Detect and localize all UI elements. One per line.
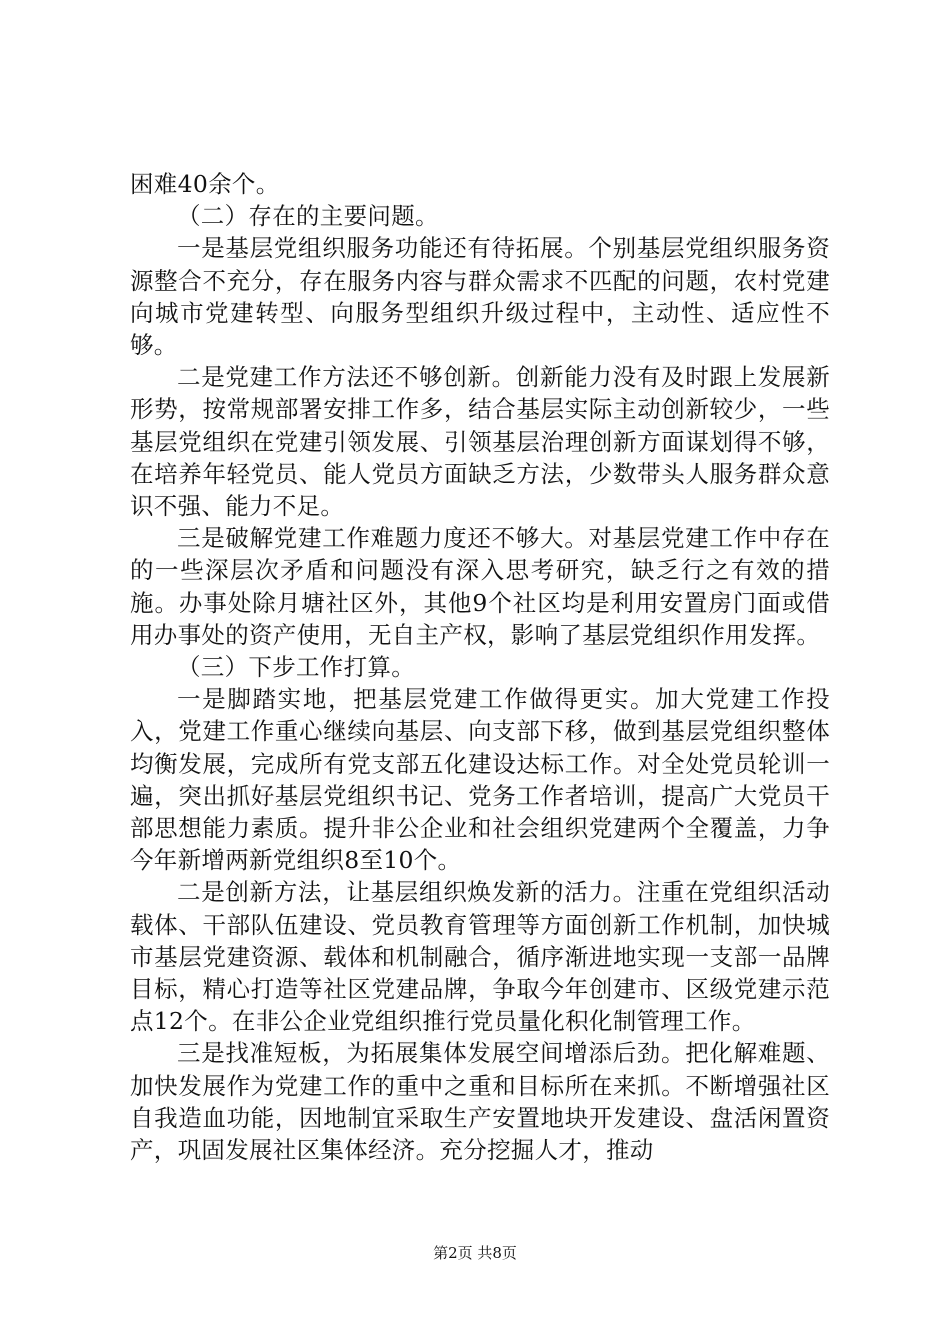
paragraph-6: 一是脚踏实地，把基层党建工作做得更实。加大党建工作投入，党建工作重心继续向基层、向支部下移，做到基层党组织整体均衡发展，完成所有党支部五化建设达标工作。对全处党员轮训一遍，突出抓好基层党组织书记、党务工作者培训，提高广大党员干部思想能力素质。提升非公企业和社会组织党建两个全覆盖，力争今年新增两新党组织8至10个。: [130, 685, 830, 875]
page-footer: 第2页 共8页: [433, 1244, 517, 1262]
paragraph-3: 二是党建工作方法还不够创新。创新能力没有及时跟上发展新形势，按常规部署安排工作多，结合基层实际主动创新较少，一些基层党组织在党建引领发展、引领基层治理创新方面谋划得不够，在培养年轻党员、能人党员方面缺乏方法，少数带头人服务群众意识不强、能力不足。: [130, 363, 830, 521]
paragraph-8: 三是找准短板，为拓展集体发展空间增添后劲。把化解难题、加快发展作为党建工作的重中之重和目标所在来抓。不断增强社区自我造血功能，因地制宜采取生产安置地块开发建设、盘活闲置资产，巩固发展社区集体经济。充分挖掘人才，推动: [130, 1039, 830, 1165]
section-heading-problems: （二）存在的主要问题。: [177, 202, 439, 231]
paragraph-7: 二是创新方法，让基层组织焕发新的活力。注重在党组织活动载体、干部队伍建设、党员教育管理等方面创新工作机制，加快城市基层党建资源、载体和机制融合，循序渐进地实现一支部一品牌目标，精心打造等社区党建品牌，争取今年创建市、区级党建示范点12个。在非公企业党组织推行党员量化积化制管理工作。: [130, 878, 830, 1036]
paragraph-2: 一是基层党组织服务功能还有待拓展。个别基层党组织服务资源整合不充分，存在服务内容与群众需求不匹配的问题，农村党建向城市党建转型、向服务型组织升级过程中，主动性、适应性不够。: [130, 234, 830, 360]
paragraph-4: 三是破解党建工作难题力度还不够大。对基层党建工作中存在的一些深层次矛盾和问题没有深入思考研究，缺乏行之有效的措施。办事处除月塘社区外，其他9个社区均是利用安置房门面或借用办事处的资产使用，无自主产权，影响了基层党组织作用发挥。: [130, 524, 830, 649]
document-body: [130, 168, 830, 1166]
section-heading-plans: （三）下步工作打算。: [177, 653, 415, 682]
paragraph-0: 困难40余个。: [130, 170, 280, 198]
